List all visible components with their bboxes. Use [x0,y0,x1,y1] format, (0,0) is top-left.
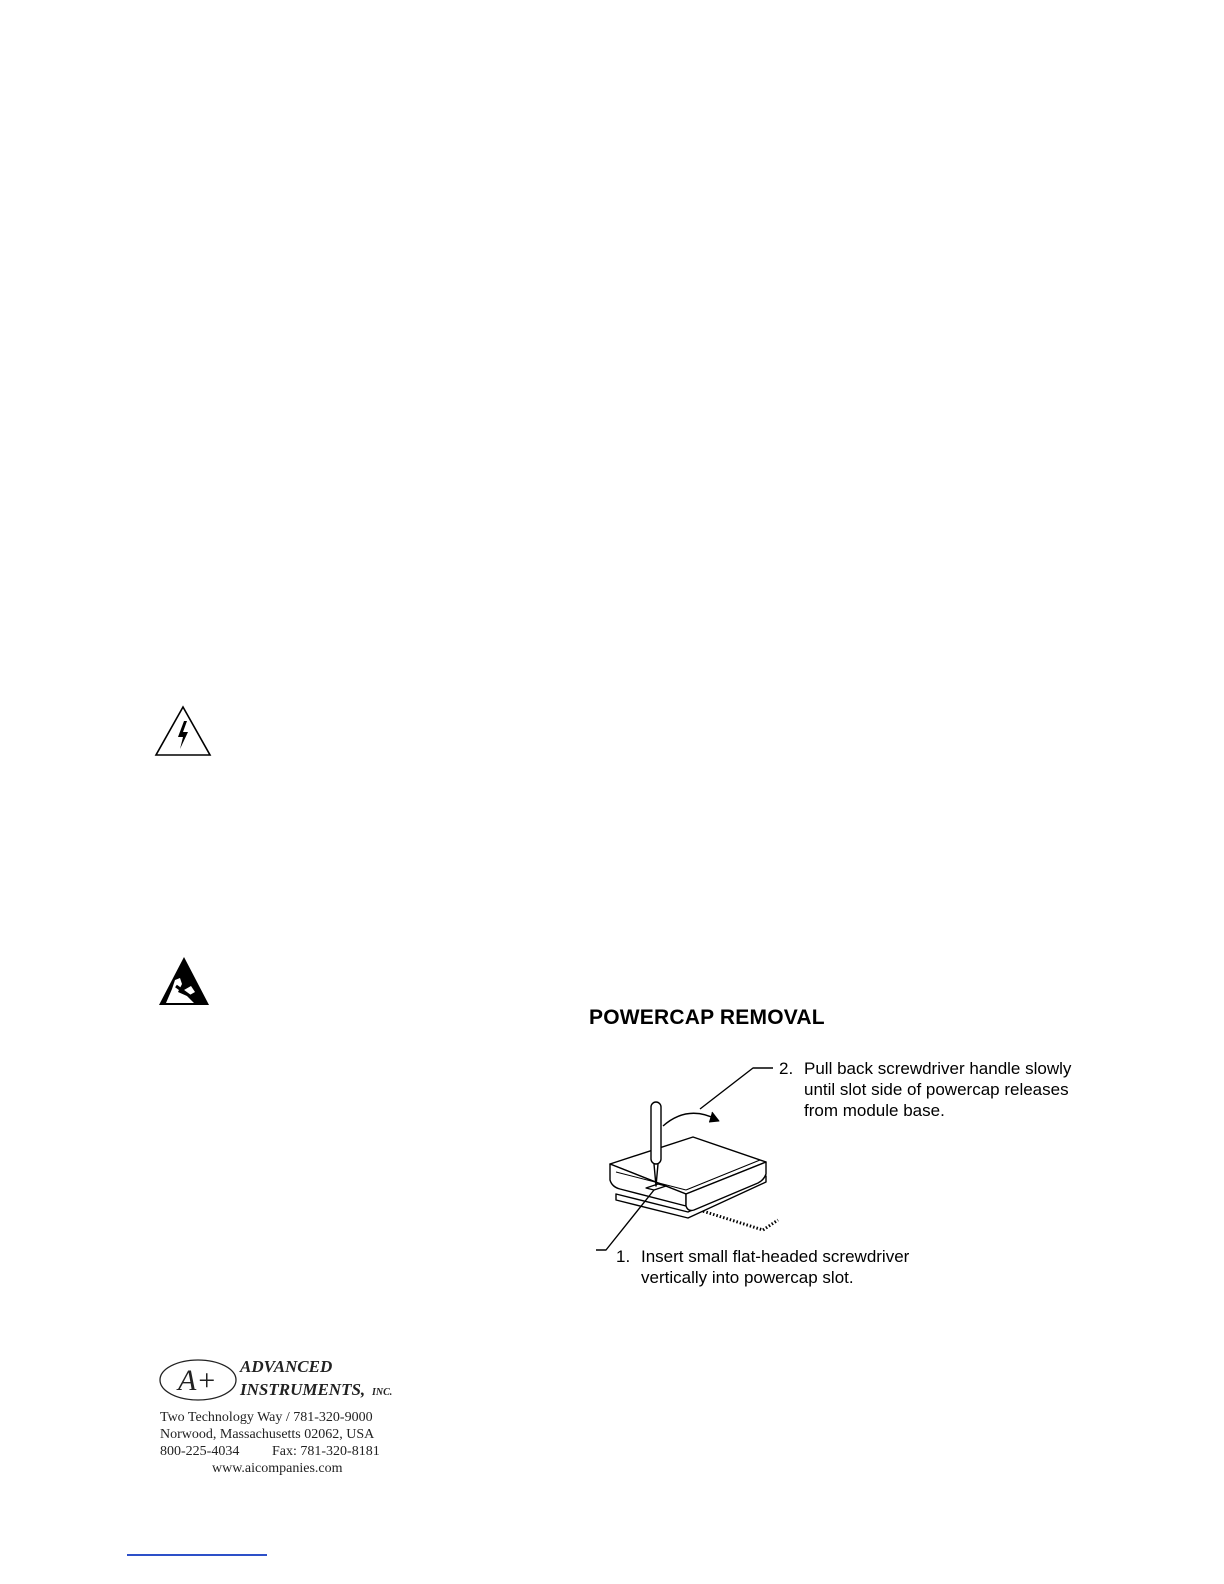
website-link[interactable]: www.aicompanies.com [212,1461,343,1476]
high-voltage-warning-icon [154,705,212,757]
fax-number: Fax: 781-320-8181 [272,1444,380,1459]
address-line: Two Technology Way / 781-320-9000 [160,1410,373,1425]
step-2-line: from module base. [804,1101,945,1120]
powercap-removal-figure [588,1054,1108,1294]
step-1-line: Insert small flat-headed screwdriver [641,1247,910,1266]
company-name-line1: ADVANCED [240,1357,333,1376]
esd-sensitive-icon [158,956,210,1006]
logo-mark: A+ [178,1364,217,1397]
company-logo [158,1354,403,1406]
step-1-line: vertically into powercap slot. [641,1268,854,1287]
step-2-line: Pull back screwdriver handle slowly [804,1059,1072,1078]
company-name-line2: INSTRUMENTS, [240,1380,366,1399]
footer-link-rule [127,1554,267,1556]
step-2-line: until slot side of powercap releases [804,1080,1069,1099]
company-info [158,1354,403,1479]
step-1-number: 1. [616,1247,631,1266]
section-title: POWERCAP REMOVAL [589,1006,825,1029]
company-name-suffix: INC. [372,1387,393,1398]
address-line: Norwood, Massachusetts 02062, USA [160,1427,375,1442]
phone-fax-line [160,1444,380,1460]
phone-number: 800-225-4034 [160,1444,240,1459]
step-2-number: 2. [779,1059,794,1078]
